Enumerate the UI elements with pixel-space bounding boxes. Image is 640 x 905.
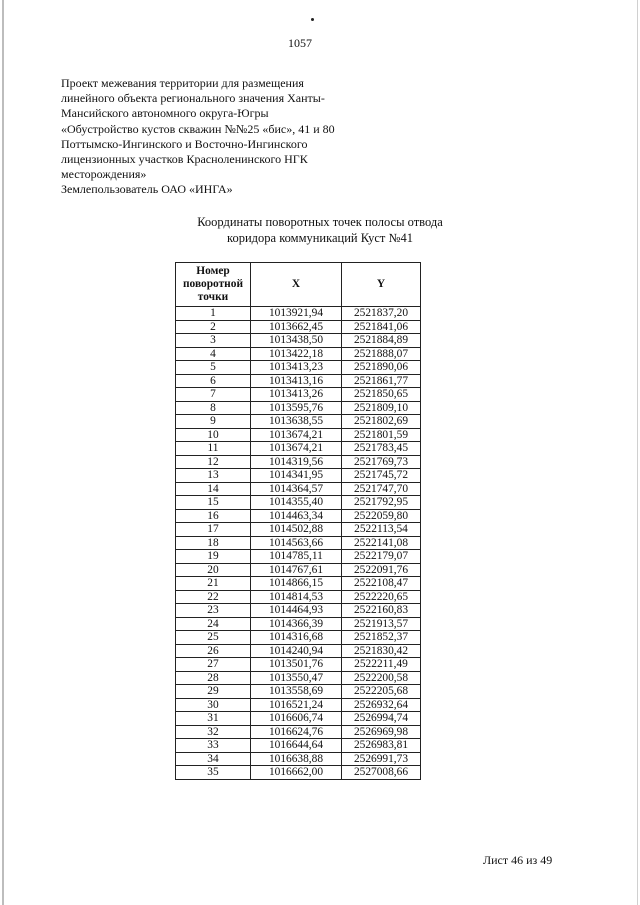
point-number-cell: 16 — [176, 509, 251, 523]
x-coordinate-cell: 1016644,64 — [251, 739, 342, 753]
x-coordinate-cell: 1013674,21 — [251, 442, 342, 456]
y-coordinate-cell: 2522113,54 — [342, 523, 421, 537]
x-coordinate-cell: 1014785,11 — [251, 550, 342, 564]
y-coordinate-cell: 2522220,65 — [342, 590, 421, 604]
header-line: Проект межевания территории для размещения — [61, 76, 304, 90]
x-coordinate-cell: 1013638,55 — [251, 415, 342, 429]
table-header-row — [176, 263, 421, 307]
x-coordinate-cell: 1013413,26 — [251, 388, 342, 402]
y-coordinate-cell: 2522108,47 — [342, 577, 421, 591]
header-point-number-line: поворотной — [182, 278, 244, 290]
header-line: Поттымско-Ингинского и Восточно-Ингинского — [61, 136, 308, 151]
y-coordinate-cell: 2527008,66 — [342, 766, 421, 780]
y-coordinate-cell: 2522141,08 — [342, 536, 421, 550]
y-coordinate-cell: 2521850,65 — [342, 388, 421, 402]
x-coordinate-cell: 1013422,18 — [251, 347, 342, 361]
x-coordinate-cell: 1013413,23 — [251, 361, 342, 375]
x-coordinate-cell: 1013550,47 — [251, 671, 342, 685]
y-coordinate-cell: 2522205,68 — [342, 685, 421, 699]
table-row — [176, 455, 421, 469]
table-row — [176, 347, 421, 361]
y-coordinate-cell: 2521837,20 — [342, 307, 421, 321]
header-point-number-line: Номер — [196, 265, 230, 277]
x-coordinate-cell: 1016606,74 — [251, 712, 342, 726]
point-number-cell: 27 — [176, 658, 251, 672]
x-coordinate-cell: 1014341,95 — [251, 469, 342, 483]
table-row — [176, 752, 421, 766]
point-number-cell: 26 — [176, 644, 251, 658]
table-row — [176, 401, 421, 415]
point-number-cell: 3 — [176, 334, 251, 348]
point-number-cell: 35 — [176, 766, 251, 780]
y-coordinate-cell: 2521884,89 — [342, 334, 421, 348]
table-row — [176, 563, 421, 577]
table-row — [176, 671, 421, 685]
x-coordinate-cell: 1014240,94 — [251, 644, 342, 658]
header-point-number-line: точки — [197, 291, 229, 303]
table-row — [176, 496, 421, 510]
x-coordinate-cell: 1014464,93 — [251, 604, 342, 618]
y-coordinate-cell: 2521852,37 — [342, 631, 421, 645]
y-coordinate-cell: 2526969,98 — [342, 725, 421, 739]
x-coordinate-cell: 1013413,16 — [251, 374, 342, 388]
table-row — [176, 388, 421, 402]
y-coordinate-cell: 2526994,74 — [342, 712, 421, 726]
header-line: линейного объекта регионального значения Ханты- — [61, 91, 325, 106]
x-coordinate-cell: 1013674,21 — [251, 428, 342, 442]
y-coordinate-cell: 2521769,73 — [342, 455, 421, 469]
x-coordinate-cell: 1016624,76 — [251, 725, 342, 739]
table-row — [176, 442, 421, 456]
table-row — [176, 604, 421, 618]
point-number-cell: 14 — [176, 482, 251, 496]
x-coordinate-cell: 1014814,53 — [251, 590, 342, 604]
y-coordinate-cell: 2521841,06 — [342, 320, 421, 334]
point-number-cell: 7 — [176, 388, 251, 402]
point-number-cell: 28 — [176, 671, 251, 685]
table-row — [176, 590, 421, 604]
x-coordinate-cell: 1013595,76 — [251, 401, 342, 415]
y-coordinate-cell: 2521792,95 — [342, 496, 421, 510]
point-number-cell: 6 — [176, 374, 251, 388]
table-row — [176, 334, 421, 348]
x-coordinate-cell: 1014563,66 — [251, 536, 342, 550]
coordinates-table — [175, 262, 421, 780]
point-number-cell: 11 — [176, 442, 251, 456]
point-number-cell: 4 — [176, 347, 251, 361]
x-coordinate-cell: 1014364,57 — [251, 482, 342, 496]
y-coordinate-cell: 2522091,76 — [342, 563, 421, 577]
table-row — [176, 320, 421, 334]
point-number-cell: 17 — [176, 523, 251, 537]
point-number-cell: 25 — [176, 631, 251, 645]
x-coordinate-cell: 1014463,34 — [251, 509, 342, 523]
header-x: X — [251, 263, 342, 307]
point-number-cell: 13 — [176, 469, 251, 483]
y-coordinate-cell: 2521809,10 — [342, 401, 421, 415]
x-coordinate-cell: 1014355,40 — [251, 496, 342, 510]
y-coordinate-cell: 2522179,07 — [342, 550, 421, 564]
x-coordinate-cell: 1016638,88 — [251, 752, 342, 766]
scan-dot — [311, 18, 314, 21]
x-coordinate-cell: 1014502,88 — [251, 523, 342, 537]
x-coordinate-cell: 1013501,76 — [251, 658, 342, 672]
y-coordinate-cell: 2521747,70 — [342, 482, 421, 496]
point-number-cell: 8 — [176, 401, 251, 415]
table-row — [176, 739, 421, 753]
x-coordinate-cell: 1013558,69 — [251, 685, 342, 699]
point-number-cell: 12 — [176, 455, 251, 469]
table-row — [176, 307, 421, 321]
table-row — [176, 509, 421, 523]
point-number-cell: 31 — [176, 712, 251, 726]
table-row — [176, 685, 421, 699]
point-number-cell: 24 — [176, 617, 251, 631]
point-number-cell: 21 — [176, 577, 251, 591]
table-row — [176, 374, 421, 388]
table-row — [176, 428, 421, 442]
x-coordinate-cell: 1014316,68 — [251, 631, 342, 645]
y-coordinate-cell: 2521890,06 — [342, 361, 421, 375]
y-coordinate-cell: 2521802,69 — [342, 415, 421, 429]
x-coordinate-cell: 1014866,15 — [251, 577, 342, 591]
y-coordinate-cell: 2521861,77 — [342, 374, 421, 388]
point-number-cell: 15 — [176, 496, 251, 510]
caption-line: коридора коммуникаций Куст №41 — [227, 230, 413, 245]
table-row — [176, 698, 421, 712]
table-row — [176, 536, 421, 550]
x-coordinate-cell: 1014319,56 — [251, 455, 342, 469]
table-row — [176, 469, 421, 483]
x-coordinate-cell: 1013921,94 — [251, 307, 342, 321]
table-row — [176, 550, 421, 564]
y-coordinate-cell: 2521783,45 — [342, 442, 421, 456]
point-number-cell: 5 — [176, 361, 251, 375]
x-coordinate-cell: 1016662,00 — [251, 766, 342, 780]
table-row — [176, 644, 421, 658]
point-number-cell: 33 — [176, 739, 251, 753]
table-row — [176, 712, 421, 726]
y-coordinate-cell: 2522211,49 — [342, 658, 421, 672]
table-row — [176, 658, 421, 672]
x-coordinate-cell: 1013662,45 — [251, 320, 342, 334]
table-row — [176, 766, 421, 780]
point-number-cell: 20 — [176, 563, 251, 577]
table-row — [176, 631, 421, 645]
point-number-cell: 29 — [176, 685, 251, 699]
x-coordinate-cell: 1014366,39 — [251, 617, 342, 631]
point-number-cell: 10 — [176, 428, 251, 442]
x-coordinate-cell: 1013438,50 — [251, 334, 342, 348]
y-coordinate-cell: 2521888,07 — [342, 347, 421, 361]
header-line: Мансийского автономного округа-Югры — [61, 106, 269, 121]
sheet-footer: Лист 46 из 49 — [483, 853, 553, 867]
table-row — [176, 577, 421, 591]
table-row — [176, 725, 421, 739]
point-number-cell: 22 — [176, 590, 251, 604]
page-number: 1057 — [288, 36, 312, 50]
point-number-cell: 18 — [176, 536, 251, 550]
header-y: Y — [342, 263, 421, 307]
x-coordinate-cell: 1014767,61 — [251, 563, 342, 577]
project-header — [61, 76, 401, 198]
y-coordinate-cell: 2526983,81 — [342, 739, 421, 753]
y-coordinate-cell: 2526932,64 — [342, 698, 421, 712]
table-row — [176, 482, 421, 496]
point-number-cell: 34 — [176, 752, 251, 766]
y-coordinate-cell: 2521913,57 — [342, 617, 421, 631]
table-row — [176, 415, 421, 429]
header-line: «Обустройство кустов скважин №№25 «бис», 41 и 80 — [61, 121, 335, 136]
header-line: Землепользователь ОАО «ИНГА» — [61, 182, 233, 197]
header-line: месторождения» — [61, 167, 147, 182]
point-number-cell: 19 — [176, 550, 251, 564]
caption-line: Координаты поворотных точек полосы отвода — [197, 215, 443, 229]
point-number-cell: 2 — [176, 320, 251, 334]
table-row — [176, 617, 421, 631]
y-coordinate-cell: 2521745,72 — [342, 469, 421, 483]
y-coordinate-cell: 2521830,42 — [342, 644, 421, 658]
table-row — [176, 523, 421, 537]
point-number-cell: 30 — [176, 698, 251, 712]
point-number-cell: 32 — [176, 725, 251, 739]
x-coordinate-cell: 1016521,24 — [251, 698, 342, 712]
point-number-cell: 9 — [176, 415, 251, 429]
y-coordinate-cell: 2521801,59 — [342, 428, 421, 442]
scan-edge-left — [2, 0, 4, 905]
y-coordinate-cell: 2522160,83 — [342, 604, 421, 618]
point-number-cell: 23 — [176, 604, 251, 618]
y-coordinate-cell: 2526991,73 — [342, 752, 421, 766]
table-caption — [160, 215, 480, 246]
header-line: лицензионных участков Красноленинского НГК — [61, 152, 308, 167]
y-coordinate-cell: 2522200,58 — [342, 671, 421, 685]
y-coordinate-cell: 2522059,80 — [342, 509, 421, 523]
table-row — [176, 361, 421, 375]
point-number-cell: 1 — [176, 307, 251, 321]
header-point-number — [176, 263, 251, 307]
scan-edge-right — [637, 0, 638, 905]
